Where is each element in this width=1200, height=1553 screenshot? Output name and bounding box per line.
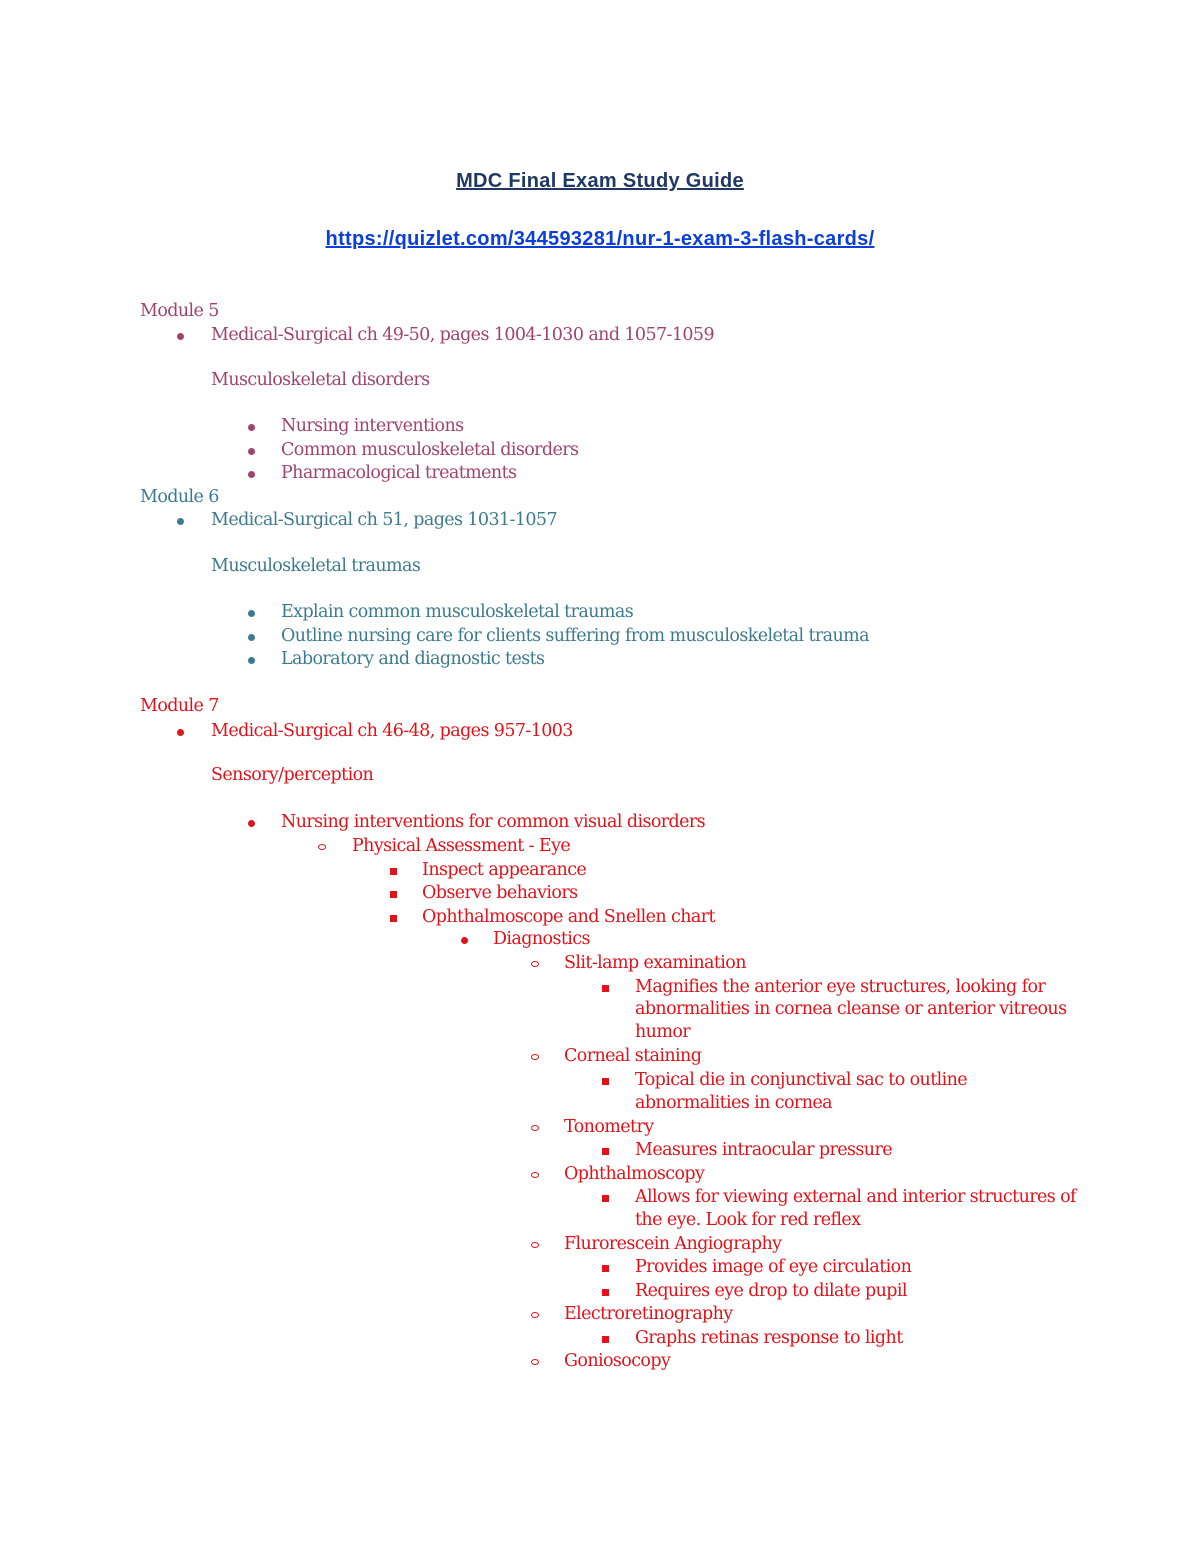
list-item: Physical Assessment - Eye (352, 836, 571, 856)
bullet-square (602, 1195, 609, 1202)
list-item: Laboratory and diagnostic tests (281, 649, 545, 669)
bullet-square (390, 868, 397, 875)
list-item: Magnifies the anterior eye structures, looking for (635, 977, 1046, 997)
bullet-circle (531, 961, 539, 967)
list-item: Diagnostics (493, 929, 590, 949)
list-item: Slit-lamp examination (564, 953, 746, 973)
list-item: Common musculoskeletal disorders (281, 440, 579, 460)
bullet-square (390, 915, 397, 922)
bullet-disc (177, 333, 184, 340)
document-title: MDC Final Exam Study Guide (456, 170, 744, 192)
bullet-circle (531, 1125, 539, 1131)
bullet-square (602, 1265, 609, 1272)
list-item: Ophthalmoscope and Snellen chart (422, 907, 715, 927)
list-item: Outline nursing care for clients suffering from musculoskeletal trauma (281, 626, 870, 646)
list-item-continuation: the eye. Look for red reflex (635, 1210, 861, 1230)
list-item: Ophthalmoscopy (564, 1164, 705, 1184)
list-item: Allows for viewing external and interior structures of (635, 1187, 1076, 1207)
list-item: Measures intraocular pressure (635, 1140, 892, 1160)
bullet-square (602, 1148, 609, 1155)
bullet-square (602, 1336, 609, 1343)
bullet-circle (531, 1312, 539, 1318)
module-6-topic: Musculoskeletal traumas (211, 556, 421, 576)
bullet-disc (461, 937, 468, 944)
module-5-heading: Module 5 (140, 301, 219, 321)
module-7-reading: Medical-Surgical ch 46-48, pages 957-1003 (211, 721, 573, 741)
list-item: Requires eye drop to dilate pupil (635, 1281, 907, 1301)
bullet-disc (248, 657, 255, 664)
quizlet-link[interactable]: https://quizlet.com/344593281/nur-1-exam-3-flash-cards/ (325, 228, 875, 250)
bullet-circle (531, 1359, 539, 1365)
bullet-square (390, 891, 397, 898)
list-item: Pharmacological treatments (281, 463, 517, 483)
list-item: Provides image of eye circulation (635, 1257, 912, 1277)
list-item: Inspect appearance (422, 860, 587, 880)
bullet-square (602, 1289, 609, 1296)
bullet-disc (177, 518, 184, 525)
bullet-disc (177, 729, 184, 736)
module-5-reading: Medical-Surgical ch 49-50, pages 1004-1030 and 1057-1059 (211, 325, 714, 345)
bullet-disc (248, 471, 255, 478)
bullet-disc (248, 424, 255, 431)
list-item: Electroretinography (564, 1304, 733, 1324)
list-item: Observe behaviors (422, 883, 578, 903)
bullet-circle (531, 1172, 539, 1178)
list-item: Goniosocopy (564, 1351, 671, 1371)
list-item: Nursing interventions (281, 416, 464, 436)
list-item: Corneal staining (564, 1046, 702, 1066)
list-item: Topical die in conjunctival sac to outline (635, 1070, 968, 1090)
bullet-circle (531, 1054, 539, 1060)
bullet-square (602, 985, 609, 992)
list-item: Flurorescein Angiography (564, 1234, 782, 1254)
list-item: Graphs retinas response to light (635, 1328, 903, 1348)
list-item-continuation: humor (635, 1022, 691, 1042)
module-6-reading: Medical-Surgical ch 51, pages 1031-1057 (211, 510, 557, 530)
bullet-circle (531, 1242, 539, 1248)
list-item: Tonometry (564, 1117, 654, 1137)
bullet-square (602, 1078, 609, 1085)
module-5-topic: Musculoskeletal disorders (211, 370, 430, 390)
module-7-topic: Sensory/perception (211, 765, 374, 785)
list-item-continuation: abnormalities in cornea (635, 1093, 832, 1113)
bullet-disc (248, 634, 255, 641)
list-item-continuation: abnormalities in cornea cleanse or anterior vitreous (635, 999, 1067, 1019)
bullet-disc (248, 610, 255, 617)
bullet-disc (248, 448, 255, 455)
module-7-heading: Module 7 (140, 696, 219, 716)
bullet-circle (318, 844, 326, 850)
bullet-disc (248, 820, 255, 827)
list-item: Explain common musculoskeletal traumas (281, 602, 634, 622)
module-6-heading: Module 6 (140, 487, 219, 507)
list-item: Nursing interventions for common visual disorders (281, 812, 706, 832)
